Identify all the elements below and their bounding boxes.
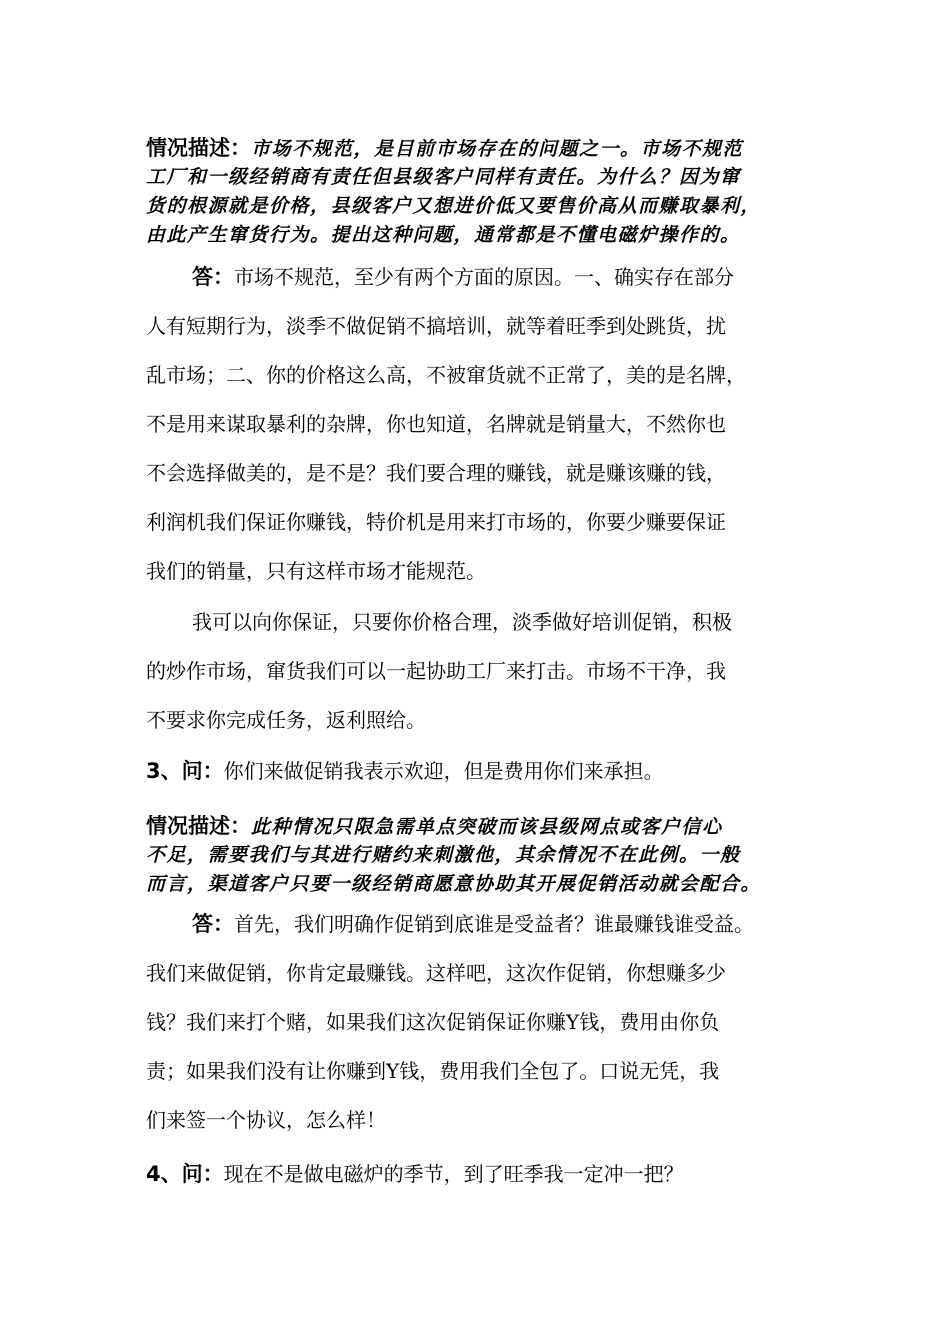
- desc-line: 而言，渠道客户只要一级经销商愿意协助其开展促销活动就会配合。: [146, 873, 762, 895]
- desc-label: 情况描述：: [146, 136, 251, 160]
- answer-line: 答：首先，我们明确作促销到底谁是受益者？谁最赚钱谁受益。: [192, 912, 754, 936]
- answer-line: 钱？我们来打个赌，如果我们这次促销保证你赚Y钱，费用由你负: [146, 1010, 720, 1034]
- desc-line: 由此产生窜货行为。提出这种问题，通常都是不懂电磁炉操作的。: [146, 224, 741, 246]
- situation-description-1: [146, 134, 826, 250]
- desc-line: 工厂和一级经销商有责任但县级客户同样有责任。为什么？因为窜: [146, 166, 741, 188]
- question-4: [146, 1150, 826, 1199]
- answer-line: 责；如果我们没有让你赚到Y钱，费用我们全包了。口说无凭，我: [146, 1059, 720, 1083]
- answer-line: 我们的销量，只有这样市场才能规范。: [146, 559, 486, 583]
- answer-line: 答：市场不规范，至少有两个方面的原因。一、确实存在部分: [192, 265, 734, 289]
- desc-line: 不足，需要我们与其进行赌约来刺激他，其余情况不在此例。一般: [146, 844, 741, 866]
- desc-label: 情况描述：: [146, 814, 251, 838]
- answer-line: 乱市场；二、你的价格这么高，不被窜货就不正常了，美的是名牌，: [146, 363, 746, 387]
- answer-3: [146, 900, 826, 1145]
- answer-1: [146, 253, 826, 596]
- answer-label: 答：: [192, 912, 234, 936]
- question-label: 3、问：: [146, 759, 224, 783]
- question-3: [146, 747, 826, 796]
- answer-line: 我们来做促销，你肯定最赚钱。这样吧，这次作促销，你想赚多少: [146, 961, 726, 985]
- question-line: 3、问：你们来做促销我表示欢迎，但是费用你们来承担。: [146, 759, 664, 783]
- desc-line: 货的根源就是价格，县级客户又想进价低又要售价高从而赚取暴利，: [146, 195, 762, 217]
- paragraph-line: 的炒作市场，窜货我们可以一起协助工厂来打击。市场不干净，我: [146, 659, 726, 683]
- situation-description-3: [146, 812, 826, 899]
- answer-label: 答：: [192, 265, 234, 289]
- paragraph-1b: [146, 598, 826, 745]
- paragraph-line: 我可以向你保证，只要你价格合理，淡季做好培训促销，积极: [192, 610, 732, 634]
- desc-line: 情况描述：此种情况只限急需单点突破而该县级网点或客户信心: [146, 814, 723, 838]
- question-label: 4、问：: [146, 1162, 224, 1186]
- paragraph-line: 不要求你完成任务，返利照给。: [146, 708, 426, 732]
- answer-line: 不会选择做美的，是不是？我们要合理的赚钱，就是赚该赚的钱，: [146, 461, 726, 485]
- answer-line: 利润机我们保证你赚钱，特价机是用来打市场的，你要少赚要保证: [146, 510, 726, 534]
- question-line: 4、问：现在不是做电磁炉的季节，到了旺季我一定冲一把？: [146, 1162, 684, 1186]
- answer-line: 不是用来谋取暴利的杂牌，你也知道，名牌就是销量大，不然你也: [146, 412, 726, 436]
- answer-line: 人有短期行为，淡季不做促销不搞培训，就等着旺季到处跳货，扰: [146, 314, 726, 338]
- desc-line: 情况描述：市场不规范，是目前市场存在的问题之一。市场不规范: [146, 136, 744, 160]
- answer-line: 们来签一个协议，怎么样！: [146, 1108, 386, 1132]
